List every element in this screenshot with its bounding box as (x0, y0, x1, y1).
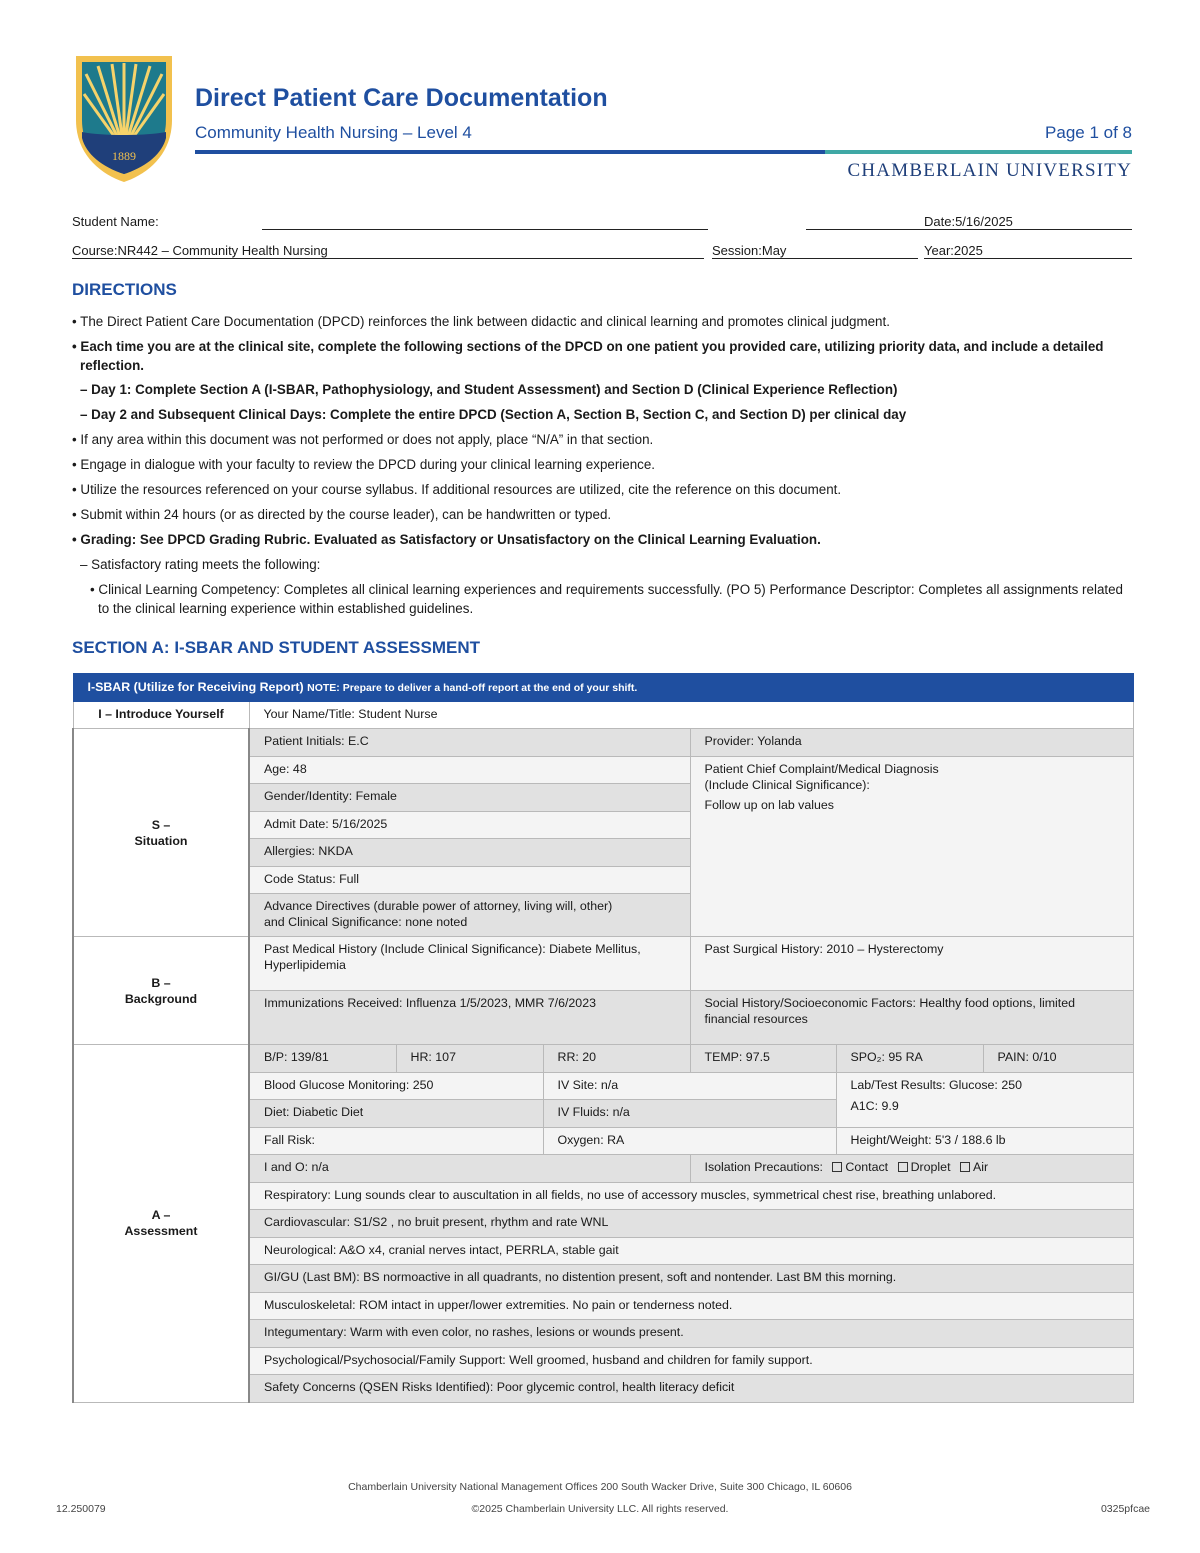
page-number: Page 1 of 8 (1045, 123, 1132, 142)
info-row-course (72, 243, 1132, 263)
directions-heading: DIRECTIONS (72, 280, 177, 299)
info-row-student (72, 214, 1132, 234)
code-status-field[interactable]: Code Status: Full (249, 866, 690, 894)
admit-date-field[interactable]: Admit Date: 5/16/2025 (249, 811, 690, 839)
isbar-header-title: I-SBAR (Utilize for Receiving Report) (87, 680, 304, 694)
droplet-checkbox[interactable] (898, 1162, 908, 1172)
isbar-header-note: NOTE: Prepare to deliver a hand-off report at the end of your shift. (307, 682, 638, 694)
gender-field[interactable]: Gender/Identity: Female (249, 784, 690, 812)
year-field[interactable]: Year:2025 (924, 243, 983, 258)
year-field-line (924, 258, 1132, 259)
lab-results-glucose: Lab/Test Results: Glucose: 250 (850, 1077, 1022, 1092)
direction-item: • Grading: See DPCD Grading Rubric. Evaluated as Satisfactory or Unsatisfactory on the Clinical Learning Evaluation. (72, 532, 821, 547)
lab-results-field[interactable] (836, 1072, 1133, 1127)
header-rule-blue (195, 150, 825, 154)
hr-field[interactable]: HR: 107 (396, 1045, 543, 1073)
psychosocial-field[interactable]: Psychological/Psychosocial/Family Support: Well groomed, husband and children for family support. (249, 1347, 1133, 1375)
allergies-field[interactable]: Allergies: NKDA (249, 839, 690, 867)
student-name-field[interactable] (262, 229, 708, 230)
university-wordmark: CHAMBERLAIN UNIVERSITY (847, 160, 1132, 181)
lab-results-a1c: A1C: 9.9 (850, 1098, 899, 1113)
rr-field[interactable]: RR: 20 (543, 1045, 690, 1073)
footer-address: Chamberlain University National Management Offices 200 South Wacker Drive, Suite 300 Chicago, IL 60606 (348, 1481, 852, 1493)
isolation-precautions (690, 1155, 1133, 1183)
advance-directives-text: Advance Directives (durable power of attorney, living will, other) (264, 899, 613, 913)
neurological-field[interactable]: Neurological: A&O x4, cranial nerves intact, PERRLA, stable gait (249, 1237, 1133, 1265)
direction-item: • The Direct Patient Care Documentation (DPCD) reinforces the link between didactic and clinical learning and promotes clinical judgment. (72, 314, 890, 329)
session-field-line (712, 258, 918, 259)
glucose-monitoring-field[interactable]: Blood Glucose Monitoring: 250 (249, 1072, 543, 1100)
background-label: B – Background (73, 937, 249, 1045)
direction-item: • Submit within 24 hours (or as directed by the course leader), can be handwritten or typed. (72, 507, 612, 522)
footer-copyright: ©2025 Chamberlain University LLC. All rights reserved. (471, 1503, 729, 1515)
footer-code-left: 12.250079 (56, 1503, 106, 1515)
direction-item: • Clinical Learning Competency: Completes all clinical learning experiences and requirements successfully. (PO 5) Performance Descriptor: Completes all assignments related to the clinical learning experience within established guidelines. (90, 582, 1124, 616)
direction-item: • Each time you are at the clinical site, complete the following sections of the DPCD on one patient you provided care, utilizing priority data, and include a detailed reflection. (72, 339, 1104, 373)
vitals-row (73, 1045, 1133, 1073)
student-name-label: Student Name: (72, 214, 159, 229)
intro-row (73, 702, 1133, 729)
situation-label: S – Situation (73, 729, 249, 937)
spo2-field[interactable]: SPO₂: 95 RA (836, 1045, 983, 1073)
chief-complaint-sublabel: (Include Clinical Significance): (704, 777, 870, 792)
iv-fluids-field[interactable]: IV Fluids: n/a (543, 1100, 836, 1128)
age-field[interactable]: Age: 48 (249, 756, 690, 784)
chief-complaint-field[interactable] (690, 756, 1133, 937)
direction-item: – Day 2 and Subsequent Clinical Days: Complete the entire DPCD (Section A, Section B, Section C, and Section D) per clinical day (80, 407, 907, 422)
section-a-heading: SECTION A: I-SBAR AND STUDENT ASSESSMENT (72, 638, 481, 657)
height-weight-field[interactable]: Height/Weight: 5'3 / 188.6 lb (836, 1127, 1133, 1155)
intro-label: I – Introduce Yourself (73, 702, 249, 729)
session-field[interactable]: Session:May (712, 243, 787, 258)
page-title: Direct Patient Care Documentation (195, 84, 608, 112)
seal-year: 1889 (112, 149, 136, 163)
page-subtitle: Community Health Nursing – Level 4 (195, 123, 472, 142)
safety-concerns-field[interactable]: Safety Concerns (QSEN Risks Identified): Poor glycemic control, health literacy deficit (249, 1375, 1133, 1403)
cardiovascular-field[interactable]: Cardiovascular: S1/S2 , no bruit present, rhythm and rate WNL (249, 1210, 1133, 1238)
advance-directives-field[interactable] (249, 894, 690, 937)
footer-code-right: 0325pfcae (1100, 1503, 1150, 1515)
direction-item: • Engage in dialogue with your faculty to review the DPCD during your clinical learning experience. (72, 457, 656, 472)
pain-field[interactable]: PAIN: 0/10 (983, 1045, 1133, 1073)
patient-initials-field[interactable]: Patient Initials: E.C (249, 729, 690, 757)
isbar-table (72, 673, 1134, 1403)
background-row (73, 937, 1133, 991)
gi-gu-field[interactable]: GI/GU (Last BM): BS normoactive in all quadrants, no distention present, soft and nontender. Last BM this morning. (249, 1265, 1133, 1293)
io-field[interactable]: I and O: n/a (249, 1155, 690, 1183)
air-checkbox[interactable] (960, 1162, 970, 1172)
directions-list (72, 312, 1132, 623)
past-surgical-history-field[interactable]: Past Surgical History: 2010 – Hysterectomy (690, 937, 1133, 991)
contact-label: Contact (845, 1160, 889, 1174)
contact-checkbox[interactable] (832, 1162, 842, 1172)
fall-risk-field[interactable]: Fall Risk: (249, 1127, 543, 1155)
chief-complaint-label: Patient Chief Complaint/Medical Diagnosis (704, 761, 939, 776)
iv-site-field[interactable]: IV Site: n/a (543, 1072, 836, 1100)
assessment-label: A – Assessment (73, 1045, 249, 1403)
immunizations-field[interactable]: Immunizations Received: Influenza 1/5/2023, MMR 7/6/2023 (249, 991, 690, 1045)
header-rule-teal (825, 150, 1132, 154)
air-label: Air (972, 1160, 989, 1174)
page-header (72, 54, 1132, 184)
oxygen-field[interactable]: Oxygen: RA (543, 1127, 836, 1155)
past-medical-history-field[interactable]: Past Medical History (Include Clinical Significance): Diabete Mellitus, Hyperlipidemia (249, 937, 690, 991)
advance-directives-text-2: and Clinical Significance: none noted (264, 915, 468, 929)
bp-field[interactable]: B/P: 139/81 (249, 1045, 396, 1073)
isolation-label: Isolation Precautions: (704, 1160, 823, 1174)
date-field[interactable]: Date:5/16/2025 (924, 214, 1013, 229)
integumentary-field[interactable]: Integumentary: Warm with even color, no rashes, lesions or wounds present. (249, 1320, 1133, 1348)
droplet-label: Droplet (910, 1160, 951, 1174)
respiratory-field[interactable]: Respiratory: Lung sounds clear to auscultation in all fields, no use of accessory muscles, symmetrical chest rise, breathing unlabored. (249, 1182, 1133, 1210)
date-field-line (806, 229, 1132, 230)
direction-item: – Day 1: Complete Section A (I-SBAR, Pathophysiology, and Student Assessment) and Section D (Clinical Experience Reflection) (80, 382, 898, 397)
intro-value[interactable]: Your Name/Title: Student Nurse (249, 702, 1133, 729)
chief-complaint-value: Follow up on lab values (704, 797, 834, 812)
situation-row (73, 729, 1133, 757)
direction-item: • If any area within this document was not performed or does not apply, place “N/A” in that section. (72, 432, 654, 447)
course-field[interactable]: Course:NR442 – Community Health Nursing (72, 243, 328, 258)
direction-item: • Utilize the resources referenced on your course syllabus. If additional resources are utilized, cite the reference on this document. (72, 482, 842, 497)
direction-item: – Satisfactory rating meets the following: (80, 557, 321, 572)
course-field-line (72, 258, 704, 259)
isbar-header-row (73, 674, 1133, 702)
chamberlain-shield-logo (72, 54, 176, 184)
temp-field[interactable]: TEMP: 97.5 (690, 1045, 836, 1073)
provider-field[interactable]: Provider: Yolanda (690, 729, 1133, 757)
musculoskeletal-field[interactable]: Musculoskeletal: ROM intact in upper/lower extremities. No pain or tenderness noted. (249, 1292, 1133, 1320)
diet-field[interactable]: Diet: Diabetic Diet (249, 1100, 543, 1128)
social-history-field[interactable]: Social History/Socioeconomic Factors: Healthy food options, limited financial resources (690, 991, 1133, 1045)
